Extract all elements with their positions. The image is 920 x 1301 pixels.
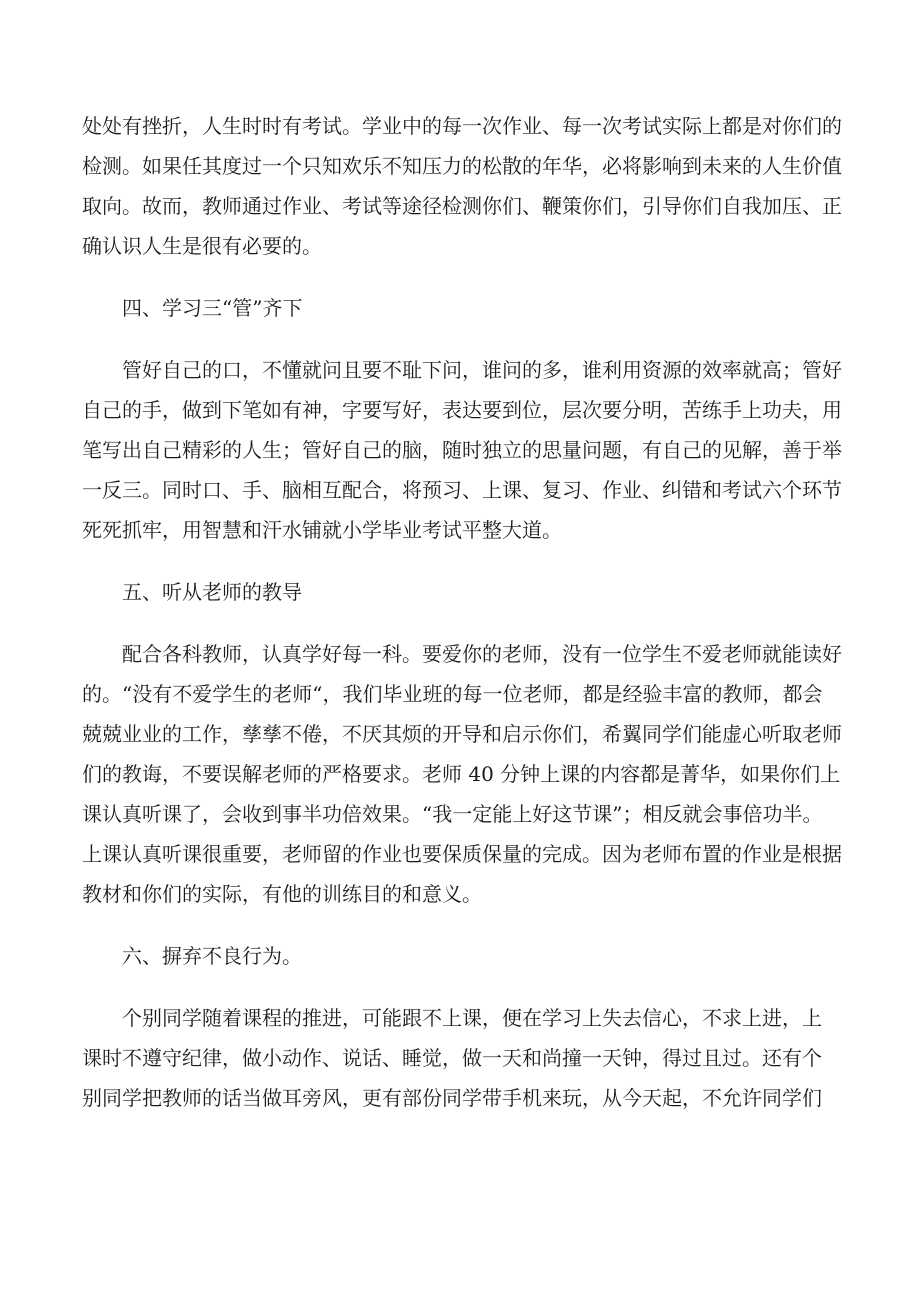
paragraph-three-manage — [82, 350, 842, 550]
text-line: 课时不遵守纪律，做小动作、说话、睡觉，做一天和尚撞一天钟，得过且过。还有个 — [82, 1046, 822, 1070]
text-line: 上课认真听课很重要，老师留的作业也要保质保量的完成。因为老师布置的作业是根据 — [82, 842, 842, 866]
paragraph-bad-behavior — [82, 998, 838, 1118]
text-line: 处处有挫折，人生时时有考试。学业中的每一次作业、每一次考试实际上都是对你们的 — [82, 114, 842, 138]
text-line: 取向。故而，教师通过作业、考试等途径检测你们、鞭策你们，引导你们自我加压、正 — [82, 194, 842, 218]
text-line: 自己的手，做到下笔如有神，字要写好，表达要到位，层次要分明，苦练手上功夫，用 — [82, 398, 842, 422]
text-line: 教材和你们的实际，有他的训练目的和意义。 — [82, 882, 482, 906]
text-line: 个别同学随着课程的推进，可能跟不上课，便在学习上失去信心，不求上进，上 — [122, 1006, 822, 1030]
text-line: 管好自己的口，不懂就问且要不耻下问，谁问的多，谁利用资源的效率就高；管好 — [122, 358, 842, 382]
text-line: 笔写出自己精彩的人生；管好自己的脑，随时独立的思量问题，有自己的见解，善于举 — [82, 438, 842, 462]
paragraph-testing — [82, 106, 842, 266]
paragraph-teacher-guidance — [82, 634, 842, 914]
section-heading-four: 四、学习三“管”齐下 — [122, 296, 303, 320]
text-line: 兢兢业业的工作，孳孳不倦，不厌其烦的开导和启示你们，希翼同学们能虚心听取老师 — [82, 722, 842, 746]
text-line: 死死抓牢，用智慧和汗水铺就小学毕业考试平整大道。 — [82, 518, 562, 542]
text-line: 检测。如果任其度过一个只知欢乐不知压力的松散的年华，必将影响到未来的人生价值 — [82, 154, 842, 178]
text-line: 的。“没有不爱学生的老师“，我们毕业班的每一位老师，都是经验丰富的教师，都会 — [82, 682, 823, 706]
text-line: 别同学把教师的话当做耳旁风，更有部份同学带手机来玩，从今天起，不允许同学们 — [82, 1086, 822, 1110]
section-heading-five: 五、听从老师的教导 — [122, 580, 302, 604]
section-heading-six: 六、摒弃不良行为。 — [122, 944, 302, 968]
text-line: 一反三。同时口、手、脑相互配合，将预习、上课、复习、作业、纠错和考试六个环节 — [82, 478, 842, 502]
text-line: 课认真听课了，会收到事半功倍效果。“我一定能上好这节课”；相反就会事倍功半。 — [82, 802, 823, 826]
text-line: 们的教诲，不要误解老师的严格要求。老师 40 分钟上课的内容都是菁华，如果你们上 — [82, 762, 841, 786]
text-line: 配合各科教师，认真学好每一科。要爱你的老师，没有一位学生不爱老师就能读好 — [122, 642, 842, 666]
text-line: 确认识人生是很有必要的。 — [82, 234, 322, 258]
